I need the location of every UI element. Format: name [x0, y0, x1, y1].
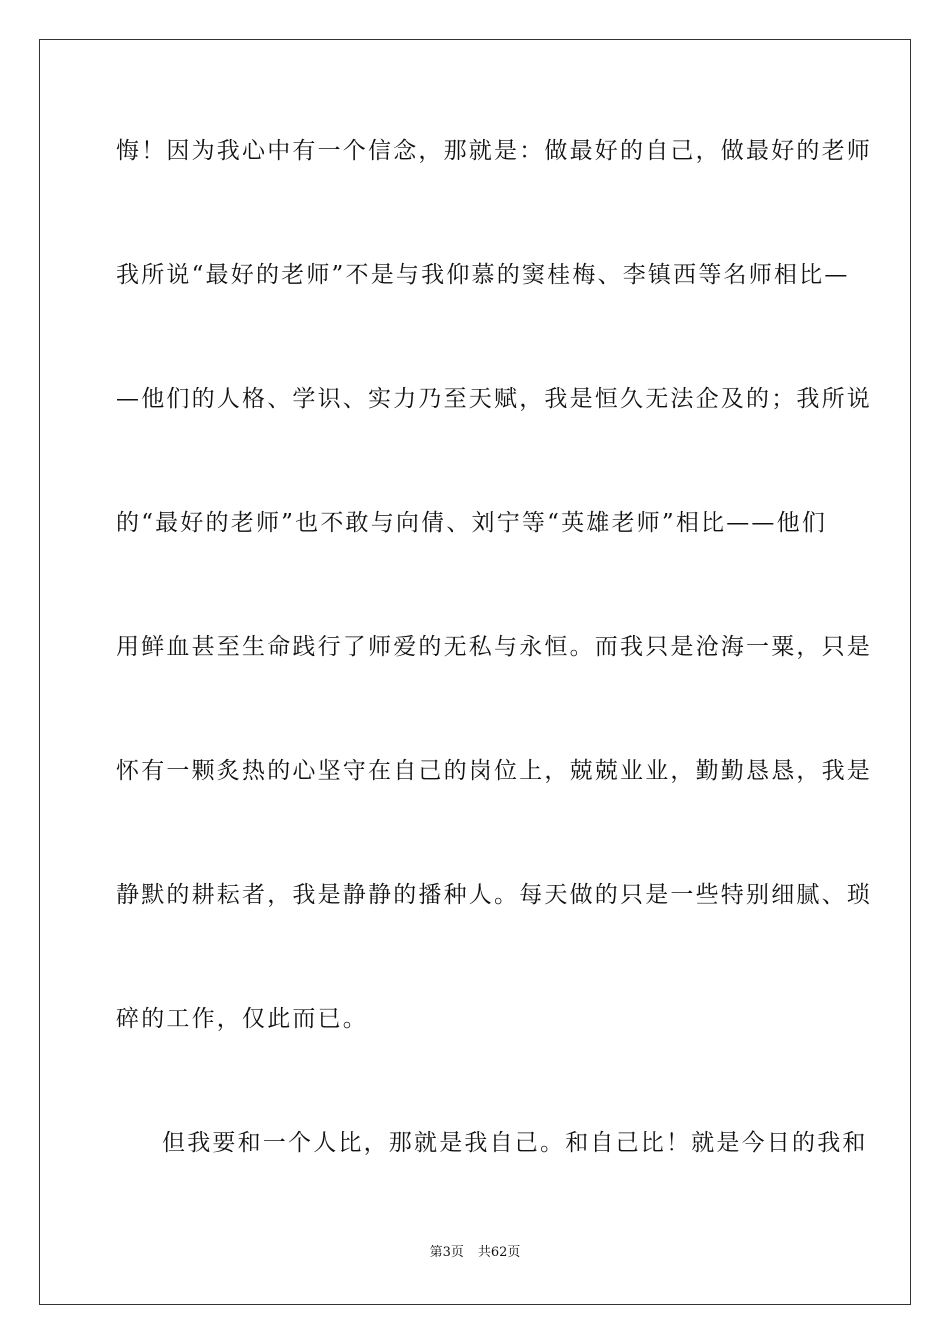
text-line: —他们的人格、学识、实力乃至天赋，我是恒久无法企及的；我所说 — [116, 386, 872, 412]
paragraph-start-line: 但我要和一个人比，那就是我自己。和自己比！就是今日的我和 — [162, 1130, 868, 1156]
text-line: 怀有一颗炙热的心坚守在自己的岗位上，兢兢业业，勤勤恳恳，我是 — [116, 758, 872, 784]
text-line: 静默的耕耘者，我是静静的播种人。每天做的只是一些特别细腻、琐 — [116, 882, 872, 908]
text-line: 碎的工作，仅此而已。 — [116, 1006, 368, 1032]
text-line: 用鲜血甚至生命践行了师爱的无私与永恒。而我只是沧海一粟，只是 — [116, 634, 872, 660]
text-line: 悔！因为我心中有一个信念，那就是：做最好的自己，做最好的老师 — [116, 138, 872, 164]
text-line: 的“最好的老师”也不敢与向倩、刘宁等“英雄老师”相比——他们 — [116, 510, 828, 536]
total-pages: 共62页 — [477, 1245, 521, 1260]
page-number: 第3页 — [429, 1245, 464, 1260]
page-footer — [0, 1244, 950, 1262]
page-frame — [39, 39, 911, 1305]
text-line: 我所说“最好的老师”不是与我仰慕的窦桂梅、李镇西等名师相比— — [116, 262, 850, 288]
